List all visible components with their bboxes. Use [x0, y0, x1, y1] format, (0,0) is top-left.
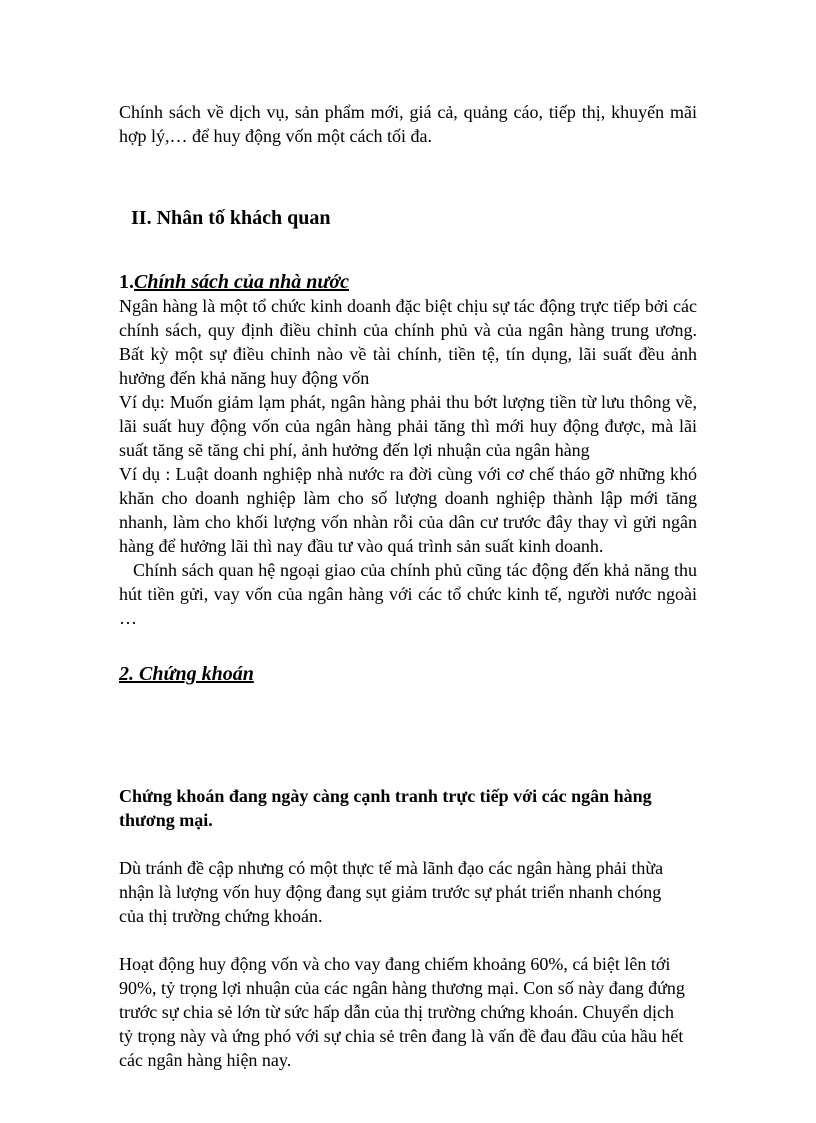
subsection-2-paragraph-1: Dù tránh đề cập nhưng có một thực tế mà lãnh đạo các ngân hàng phải thừa nhận là lượng vốn huy động đang sụt giảm trước sự phát triển nhanh chóng của thị trường chứng khoán. [119, 858, 664, 926]
subsection-1-heading [119, 270, 697, 294]
subsection-1-number: 1. [119, 271, 134, 293]
intro-paragraph: Chính sách về dịch vụ, sản phẩm mới, giá cả, quảng cáo, tiếp thị, khuyến mãi hợp lý,… để huy động vốn một cách tối đa. [119, 102, 697, 146]
subsection-1-paragraph-4: Chính sách quan hệ ngoại giao của chính phủ cũng tác động đến khả năng thu hút tiền gửi, vay vốn của ngân hàng với các tổ chức kinh tế, người nước ngoài … [119, 560, 697, 628]
subsection-1-paragraph-3: Ví dụ : Luật doanh nghiệp nhà nước ra đời cùng với cơ chế tháo gỡ những khó khăn cho doanh nghiệp làm cho số lượng doanh nghiệp thành lập mới tăng nhanh, làm cho khối lượng vốn nhàn rỗi của dân cư trước đây thay vì gửi ngân hàng để hưởng lãi thì nay đầu tư vào quá trình sản suất kinh doanh. [119, 464, 697, 556]
subsection-1-title: Chính sách của nhà nước [134, 271, 350, 293]
section-title: II. Nhân tố khách quan [131, 207, 331, 229]
document-page [119, 100, 697, 1072]
subsection-2-title: 2. Chứng khoán [119, 663, 254, 685]
subsection-1-paragraph-1: Ngân hàng là một tổ chức kinh doanh đặc biệt chịu sự tác động trực tiếp bởi các chính sách, quy định điều chỉnh của chính phủ và của ngân hàng trung ương. Bất kỳ một sự điều chỉnh nào về tài chính, tiền tệ, tín dụng, lãi suất đều ảnh hưởng đến khả năng huy động vốn [119, 296, 697, 388]
subsection-2-paragraph-2: Hoạt động huy động vốn và cho vay đang chiếm khoảng 60%, cá biệt lên tới 90%, tỷ trọng lợi nhuận của các ngân hàng thương mại. Con số này đang đứng trước sự chia sẻ lớn từ sức hấp dẫn của thị trường chứng khoán. Chuyển dịch tỷ trọng này và ứng phó với sự chia sẻ trên đang là vấn đề đau đầu của hầu hết các ngân hàng hiện nay. [119, 954, 685, 1070]
subsection-1-paragraph-2: Ví dụ: Muốn giảm lạm phát, ngân hàng phải thu bớt lượng tiền từ lưu thông về, lãi suất huy động vốn của ngân hàng phải tăng thì mới huy động được, mà lãi suất tăng sẽ tăng chi phí, ảnh hưởng đến lợi nhuận của ngân hàng [119, 392, 697, 460]
subsection-2-lead: Chứng khoán đang ngày càng cạnh tranh trực tiếp với các ngân hàng thương mại. [119, 786, 652, 830]
